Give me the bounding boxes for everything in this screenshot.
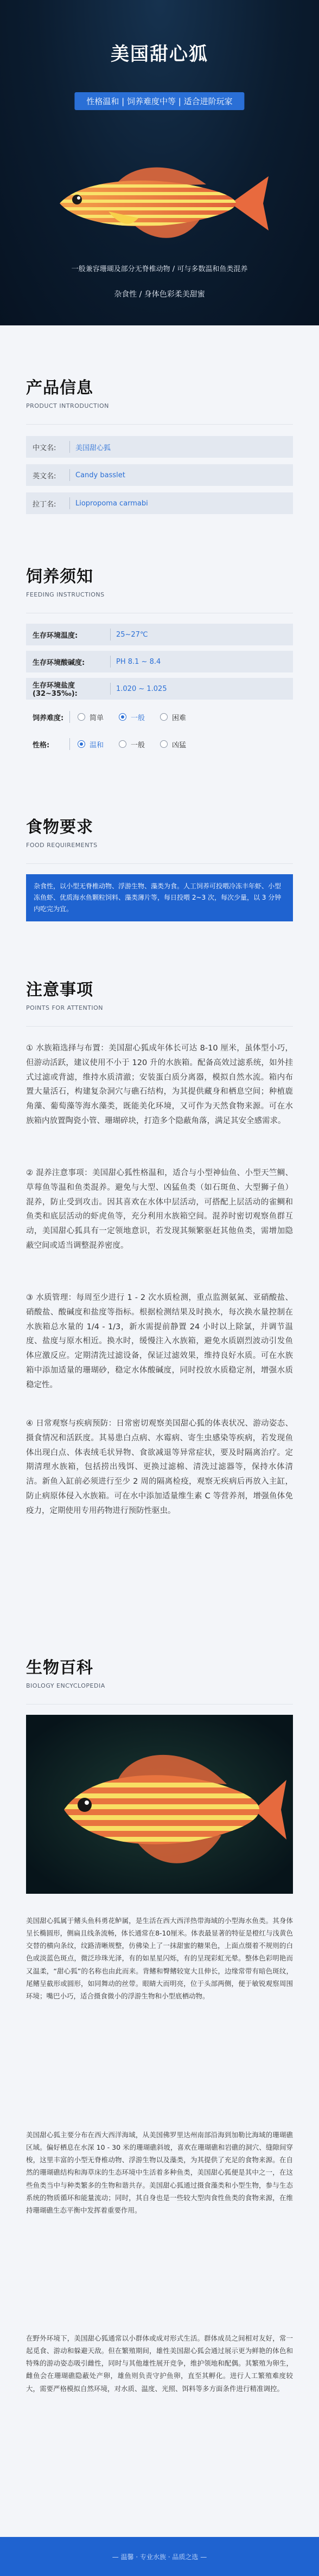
radio-icon xyxy=(78,713,85,721)
bio-subtitle: BIOLOGY ENCYCLOPEDIA xyxy=(26,1682,105,1689)
info-key: 拉丁名: xyxy=(33,500,56,509)
option-label: 一般 xyxy=(131,714,145,722)
info-row-english-name xyxy=(26,464,293,486)
note-paragraph-water: ③ 水质管理：每周至少进行 1 - 2 次水质检测，重点监测氨氮、亚硝酸盐、硝酸盐、酸碱度和盐度等指标。根据检测结果及时换水，每次换水量控制在水族箱总水量的 1/4 - 1/3，新水需提前静置 24 小时以上除氯，并调节温度、盐度与原水相近。换水时，缓慢注入水族箱，避免水质剧烈波动引发鱼体应激反应。定期清洗过滤设备，保证过滤效果，维持良好水质。可在水族箱中添加适量的珊瑚砂，稳定水体酸碱度，同时投放水质稳定剂，增强水质稳定性。 xyxy=(26,1293,293,1389)
feed-row-temperature xyxy=(26,624,293,645)
radio-icon xyxy=(160,713,168,721)
feeding-subtitle: FEEDING INSTRUCTIONS xyxy=(26,591,105,598)
feed-value: 25~27℃ xyxy=(116,630,148,639)
option-label: 简单 xyxy=(90,714,104,722)
hero-description: 一般兼容珊瑚及部分无脊椎动物 / 可与多数温和鱼类混养 xyxy=(71,265,248,273)
option-label: 凶猛 xyxy=(172,741,187,749)
info-row-chinese-name xyxy=(26,436,293,458)
divider xyxy=(26,424,293,425)
food-subtitle: FOOD REQUIREMENTS xyxy=(26,842,98,849)
info-value: 美国甜心狐 xyxy=(75,444,111,452)
info-key: 中文名: xyxy=(33,444,56,452)
bio-title: 生物百科 xyxy=(26,1658,93,1677)
feed-key: 性格: xyxy=(33,741,50,749)
info-value: Candy basslet xyxy=(75,471,125,479)
divider xyxy=(69,738,70,750)
radio-selected-icon xyxy=(119,713,126,721)
fish-photo xyxy=(26,1715,293,1894)
option-label: 困难 xyxy=(172,714,187,722)
difficulty-option-hard[interactable] xyxy=(160,712,186,722)
temperament-option-normal[interactable] xyxy=(119,739,145,749)
hero-tagline: 性格温和 | 饲养难度中等 | 适合进阶玩家 xyxy=(74,92,244,110)
feeding-header xyxy=(26,563,105,598)
bio-paragraph-behavior: 在野外环境下，美国甜心狐通常以小群体或成对形式生活。群体成员之间相对友好，常一起觅食、游动和躲避天敌。但在繁殖期间，雄性美国甜心狐会通过展示更为鲜艳的体色和特殊的游动姿态吸引雌性，同时与其他雄性展开竞争，维护领地和配偶。其繁殖为卵生，雌鱼会在珊瑚礁隐蔽处产卵，雄鱼则负责守护鱼卵，直至其孵化。进行人工繁殖难度较大，需要严格模拟自然环境，对水质、温度、光照、饵料等多方面条件进行精准调控。 xyxy=(26,2334,293,2393)
bio-header xyxy=(26,1654,105,1689)
product-info-subtitle: PRODUCT INTRODUCTION xyxy=(26,402,109,409)
option-label: 一般 xyxy=(131,741,145,749)
fish-illustration xyxy=(49,157,271,249)
note-paragraph-tank: ① 水族箱选择与布置：美国甜心狐成年体长可达 8-10 厘米，虽体型小巧，但游动活跃，建议使用不小于 120 升的水族箱。配备高效过滤系统，如外挂式过滤或背滤，维持水质清澈；安装蛋白质分离器，模拟自然水流。箱内布置大量活石，构建复杂洞穴与礁石结构，为其提供藏身和栖息空间；种植鹿角藻、葡萄藻等海水藻类，既能美化环境，又可作为天然食物来源。可在水族箱内放置陶瓷小管、珊瑚碎块，打造多个隐蔽角落，满足其安全感需求。 xyxy=(26,1044,293,1126)
info-row-latin-name xyxy=(26,492,293,514)
temperament-option-mild[interactable] xyxy=(78,739,104,749)
info-value: Liopropoma carmabi xyxy=(75,499,148,508)
hero-title: 美国甜心狐 xyxy=(111,43,208,65)
feed-row-ph xyxy=(26,651,293,672)
feed-value: 1.020 ~ 1.025 xyxy=(116,684,167,693)
feeding-title: 饲养须知 xyxy=(26,567,93,586)
radio-selected-icon xyxy=(78,740,85,748)
radio-icon xyxy=(160,740,168,748)
food-header xyxy=(26,813,98,849)
info-key: 英文名: xyxy=(33,472,56,480)
radio-icon xyxy=(119,740,126,748)
feed-key: 生存环境盐度(32~35‰): xyxy=(33,682,78,698)
notes-title: 注意事项 xyxy=(26,981,93,999)
note-paragraph-mixing: ② 混养注意事项：美国甜心狐性格温和，适合与小型神仙鱼、小型天竺鲷、草莓鱼等温和鱼类混养。避免与大型、凶猛鱼类（如石斑鱼、大型狮子鱼）混养，防止受到攻击。因其喜欢在水体中层活动，可搭配上层活动的雀鲷和鱼类和底层活动的虾虎鱼等，充分利用水族箱空间。混养时密切观察鱼群互动，美国甜心狐具有一定领地意识，若发现其频繁驱赶其他鱼类，需增加隐蔽空间或适当调整混养密度。 xyxy=(26,1169,293,1251)
feed-row-difficulty xyxy=(26,706,293,728)
temperament-option-fierce[interactable] xyxy=(160,739,186,749)
bio-paragraph-appearance: 美国甜心狐属于鳍头鱼科勇花鲈属，是生活在西大西洋热带海域的小型海水鱼类。其身体呈长椭圆形，侧扁且线条流畅，体长通常在8-10厘米。体表最显著的特征是橙红与浅黄色交替的横向条纹，纹路清晰规整，仿佛染上了一抹甜蜜的糖果色，上面点缀着不规则的白色或淡蓝色斑点，微泛珍珠光泽，有的如星星闪烁，有的呈现彩虹光晕。整体色彩明艳而又温柔，“甜心狐”的名称也由此而来。背鳍和臀鳍较宽大且伸长，边缘常带有暗色斑纹，尾鳍呈截形或圆形，如同舞动的丝带。眼睛大而明亮，位于头部两侧，便于敏锐观察周围环境；嘴巴小巧，适合摄食微小的浮游生物和小型底栖动物。 xyxy=(26,1917,293,2000)
divider xyxy=(26,1026,293,1027)
difficulty-option-easy[interactable] xyxy=(78,712,104,722)
feed-key: 饲养难度: xyxy=(33,714,64,722)
hero-banner xyxy=(0,0,319,325)
difficulty-option-medium[interactable] xyxy=(119,712,145,722)
notes-header xyxy=(26,976,103,1011)
notes-subtitle: POINTS FOR ATTENTION xyxy=(26,1004,104,1011)
feed-row-temperament xyxy=(26,733,293,755)
feed-key: 生存环境酸碱度: xyxy=(33,658,85,667)
note-paragraph-health: ④ 日常观察与疾病预防：日常密切观察美国甜心狐的体表状况、游动姿态、摄食情况和活跃度。其易患白点病、水霉病、寄生虫感染等疾病，若发现鱼体出现白点、体表绒毛状异物、食欲减退等异常症状，要及时隔离治疗。定期清理水族箱，包括捞出残饵、更换过滤棉、清洗过滤器等，保持水体清洁。新鱼入缸前必须进行至少 2 周的隔离检疫，观察无疾病后再放入主缸，防止病原体侵入水族箱。可在水中添加适量维生素 C 等营养剂，增强鱼体免疫力，定期使用专用药物进行预防性驱虫。 xyxy=(26,1419,293,1515)
option-label: 温和 xyxy=(90,741,104,749)
product-info-title: 产品信息 xyxy=(26,379,93,398)
feed-key: 生存环境温度: xyxy=(33,631,78,640)
footer-text: — 温馨 · 专业水族 · 品质之选 — xyxy=(112,2553,207,2561)
bio-paragraph-habitat: 美国甜心狐主要分布在西大西洋海域，从美国佛罗里达州南部沿海到加勒比海域的珊瑚礁区域。偏好栖息在水深 10 - 30 米的珊瑚礁斜坡，喜欢在珊瑚礁和岩礁的洞穴、缝隙间穿梭，这里丰富的小型无脊椎动物、浮游生物以及藻类，为其提供了充足的食物来源。在自然的珊瑚礁结构和海草床的生态环境中生活着多种鱼类，美国甜心狐便是其中之一，在这些鱼类当中与种类繁多的生物和谐共存。美国甜心狐通过摄食藻类和小型生物，参与生态系统的物质循环和能量流动；同时，其自身也是一些较大型肉食性鱼类的食物来源，在维持珊瑚礁生态平衡中发挥着重要作用。 xyxy=(26,2131,293,2214)
divider xyxy=(69,711,70,723)
feed-value: PH 8.1 ~ 8.4 xyxy=(116,657,161,666)
fish-photo-illustration xyxy=(26,1715,293,1894)
food-description-box: 杂食性，以小型无脊椎动物、浮游生物、藻类为食。人工饲养可投喂冷冻丰年虾、小型冻鱼虾、优质海水鱼颗粒饲料、藻类薄片等，每日投喂 2~3 次，每次少量，以 3 分钟内吃完为宜。 xyxy=(26,874,293,921)
divider xyxy=(26,863,293,864)
hero-subline: 杂食性 / 身体色彩柔美甜蜜 xyxy=(114,290,205,299)
product-info-header xyxy=(26,374,109,409)
food-title: 食物要求 xyxy=(26,818,93,837)
footer-bar xyxy=(0,2537,319,2576)
feed-row-salinity xyxy=(26,678,293,700)
